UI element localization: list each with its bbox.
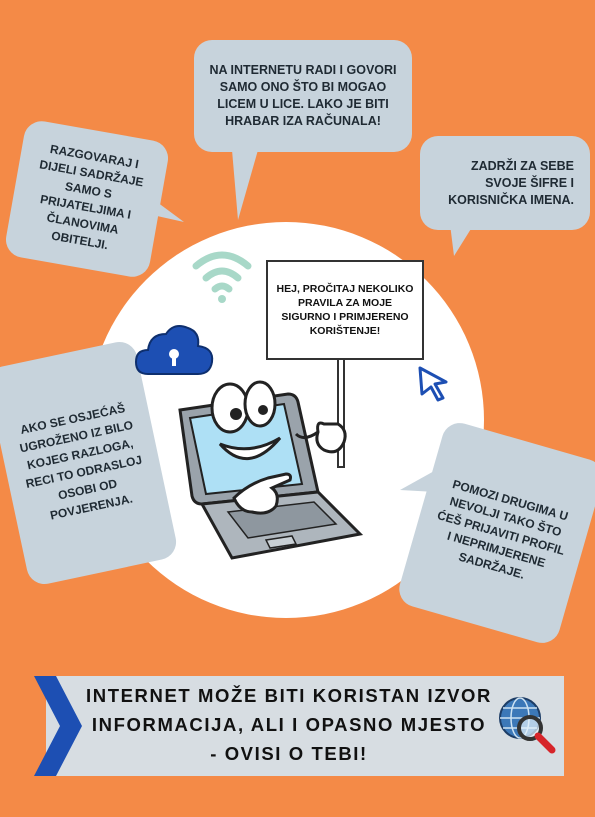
sign-text: HEJ, PROČITAJ NEKOLIKO PRAVILA ZA MOJE SIGURNO I PRIMJERENO KORIŠTENJE! xyxy=(276,283,414,337)
bubble-tail xyxy=(138,186,188,226)
bubble-left-lower-text: AKO SE OSJEĆAŠ UGROŽENO IZ BILO KOJEG RAZLOGA, RECI TO ODRASLOJ OSOBI OD POVJERENJA. xyxy=(18,401,144,523)
bubble-tail xyxy=(448,224,478,260)
bubble-top-text: NA INTERNETU RADI I GOVORI SAMO ONO ŠTO BI MOGAO LICEM U LICE. LAKO JE BITI HRABAR IZA RAČUNALA! xyxy=(209,63,397,128)
bubble-right-lower-text: POMOZI DRUGIMA U NEVOLJI TAKO ŠTO ĆEŠ PRIJAVITI PROFIL I NEPRIMJERENE SADRŽAJE. xyxy=(435,476,570,582)
globe-search-icon xyxy=(494,692,558,756)
cloud-lock-icon xyxy=(134,318,216,380)
bubble-left-upper-text: RAZGOVARAJ I DIJELI SADRŽAJE SAMO S PRIJATELJIMA I ČLANOVIMA OBITELJI. xyxy=(38,141,145,253)
laptop-mascot xyxy=(168,372,368,568)
bubble-right-upper-text: ZADRŽI ZA SEBE SVOJE ŠIFRE I KORISNIČKA IMENA. xyxy=(448,158,574,207)
cursor-arrow-icon xyxy=(416,364,456,404)
speech-bubble-right-upper xyxy=(420,136,590,230)
bubble-tail xyxy=(400,470,440,500)
speech-bubble-top xyxy=(194,40,412,152)
wifi-icon xyxy=(190,244,254,308)
banner-text: INTERNET MOŽE BITI KORISTAN IZVOR INFORMACIJA, ALI I OPASNO MJESTO - OVISI O TEBI! xyxy=(86,685,493,764)
mascot-sign xyxy=(266,260,424,360)
bubble-tail xyxy=(232,150,262,224)
chevron-arrow-icon xyxy=(34,676,84,776)
